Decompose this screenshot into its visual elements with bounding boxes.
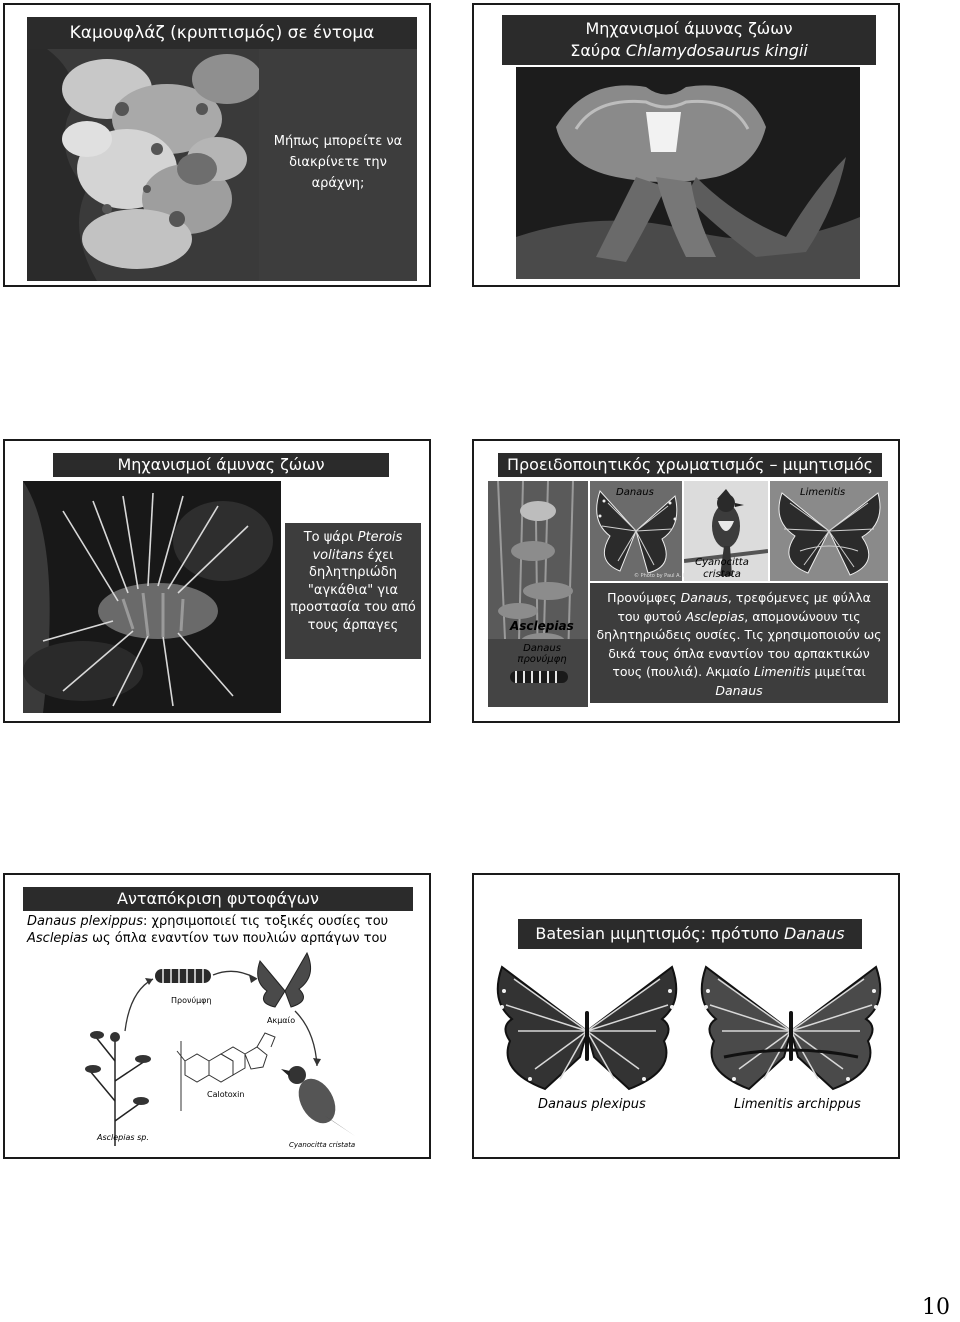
slide-warning-coloration xyxy=(472,439,900,723)
label-cyanocitta: Cyanocitta cristata xyxy=(695,557,749,580)
slide-batesian-mimicry xyxy=(472,873,900,1159)
note-text-2: έχει δηλητηριώδη "αγκάθια" για προστασία του από τους άρπαγες xyxy=(290,547,416,633)
slide-title-line2: Σαύρα Chlamydosaurus kingii xyxy=(570,41,808,60)
calotoxin-molecule xyxy=(177,1033,275,1111)
herbivore-subtitle xyxy=(27,913,427,947)
frilled-lizard-photo xyxy=(516,67,860,279)
slide-camouflage xyxy=(3,3,431,287)
lionfish-photo xyxy=(23,481,281,713)
text-part-2: , τρεφόμενες με φύλλα του φυτού xyxy=(617,590,871,624)
diagram-label-bird: Cyanocitta cristata xyxy=(289,1141,356,1149)
slide-title xyxy=(518,919,862,949)
note-text-1: Το ψάρι xyxy=(303,530,358,545)
limenitis-archippus-photo xyxy=(694,961,888,1101)
subtitle-part-1: : χρησιμοποιεί τις τοξικές ουσίες του xyxy=(143,914,389,929)
slide-title xyxy=(502,15,876,65)
page-number: 10 xyxy=(922,1295,950,1320)
species-danaus-plexippus: Danaus plexippus xyxy=(27,914,144,929)
species-limenitis: Limenitis xyxy=(753,664,811,679)
species-danaus: Danaus xyxy=(784,924,845,943)
slide-herbivore-response xyxy=(3,873,431,1159)
slide-title: Καμουφλάζ (κρυπτισμός) σε έντομα xyxy=(27,17,417,49)
diagram-label-plant: Asclepias sp. xyxy=(97,1133,149,1142)
slide-title: Ανταπόκριση φυτοφάγων xyxy=(23,887,413,911)
diagram-label-toxin: Calotoxin xyxy=(207,1090,245,1099)
caption-danaus-plexipus: Danaus plexipus xyxy=(538,1097,646,1112)
diagram-label-adult: Ακμαίο xyxy=(267,1016,296,1025)
slide-lizard-defense xyxy=(472,3,900,287)
danaus-plexipus-photo xyxy=(490,961,684,1101)
diagram-label-larva: Προνύμφη xyxy=(171,996,212,1005)
lichen-bark-photo xyxy=(27,49,259,281)
plant-drawing xyxy=(90,1036,145,1146)
slide-title: Μηχανισμοί άμυνας ζώων xyxy=(53,453,389,477)
text-part-3: , απομονώνουν τις δηλητηριώδεις ουσίες. Τις χρησιμοποιούν ως δικά τους όπλα εναντίον του αρπακτικών τους (πουλιά). Ακμαίο xyxy=(596,608,882,679)
jay-drawing xyxy=(281,1066,355,1136)
spider-question: Μήπως μπορείτε να διακρίνετε την αράχνη; xyxy=(259,49,417,281)
larva-drawing xyxy=(155,969,211,983)
species-danaus-2: Danaus xyxy=(715,682,763,698)
text-part-4: μιμείται xyxy=(810,664,866,679)
label-asclepias: Asclepias xyxy=(510,619,574,633)
slide-title-line1: Μηχανισμοί άμυνας ζώων xyxy=(585,19,793,38)
photo-credit: © Photo by Paul A. Opler xyxy=(634,573,697,579)
species-name: Chlamydosaurus kingii xyxy=(625,41,808,60)
species-name: Pterois volitans xyxy=(312,530,403,563)
adult-butterfly-drawing xyxy=(258,953,311,1007)
species-danaus: Danaus xyxy=(680,590,728,605)
label-danaus-larva: Danaus προνύμφη xyxy=(517,643,567,665)
slide-fish-defense xyxy=(3,439,431,723)
species-asclepias: Asclepias xyxy=(27,931,89,946)
lionfish-note xyxy=(285,523,421,659)
label-limenitis: Limenitis xyxy=(800,487,846,498)
label-danaus: Danaus xyxy=(616,487,654,498)
subtitle-part-2: ως όπλα εναντίον των πουλιών αρπάγων του xyxy=(88,931,387,946)
asclepias-plant-photo xyxy=(488,481,588,707)
danaus-explanation xyxy=(590,583,888,703)
text-part-1: Προνύμφες xyxy=(607,590,681,605)
species-asclepias: Asclepias xyxy=(685,608,745,624)
toxin-cycle-diagram xyxy=(85,951,385,1151)
caption-limenitis-archippus: Limenitis archippus xyxy=(734,1097,861,1112)
title-prefix: Batesian μιμητισμός: πρότυπο xyxy=(535,924,785,943)
slide-title: Προειδοποιητικός χρωματισμός – μιμητισμός xyxy=(498,453,882,477)
